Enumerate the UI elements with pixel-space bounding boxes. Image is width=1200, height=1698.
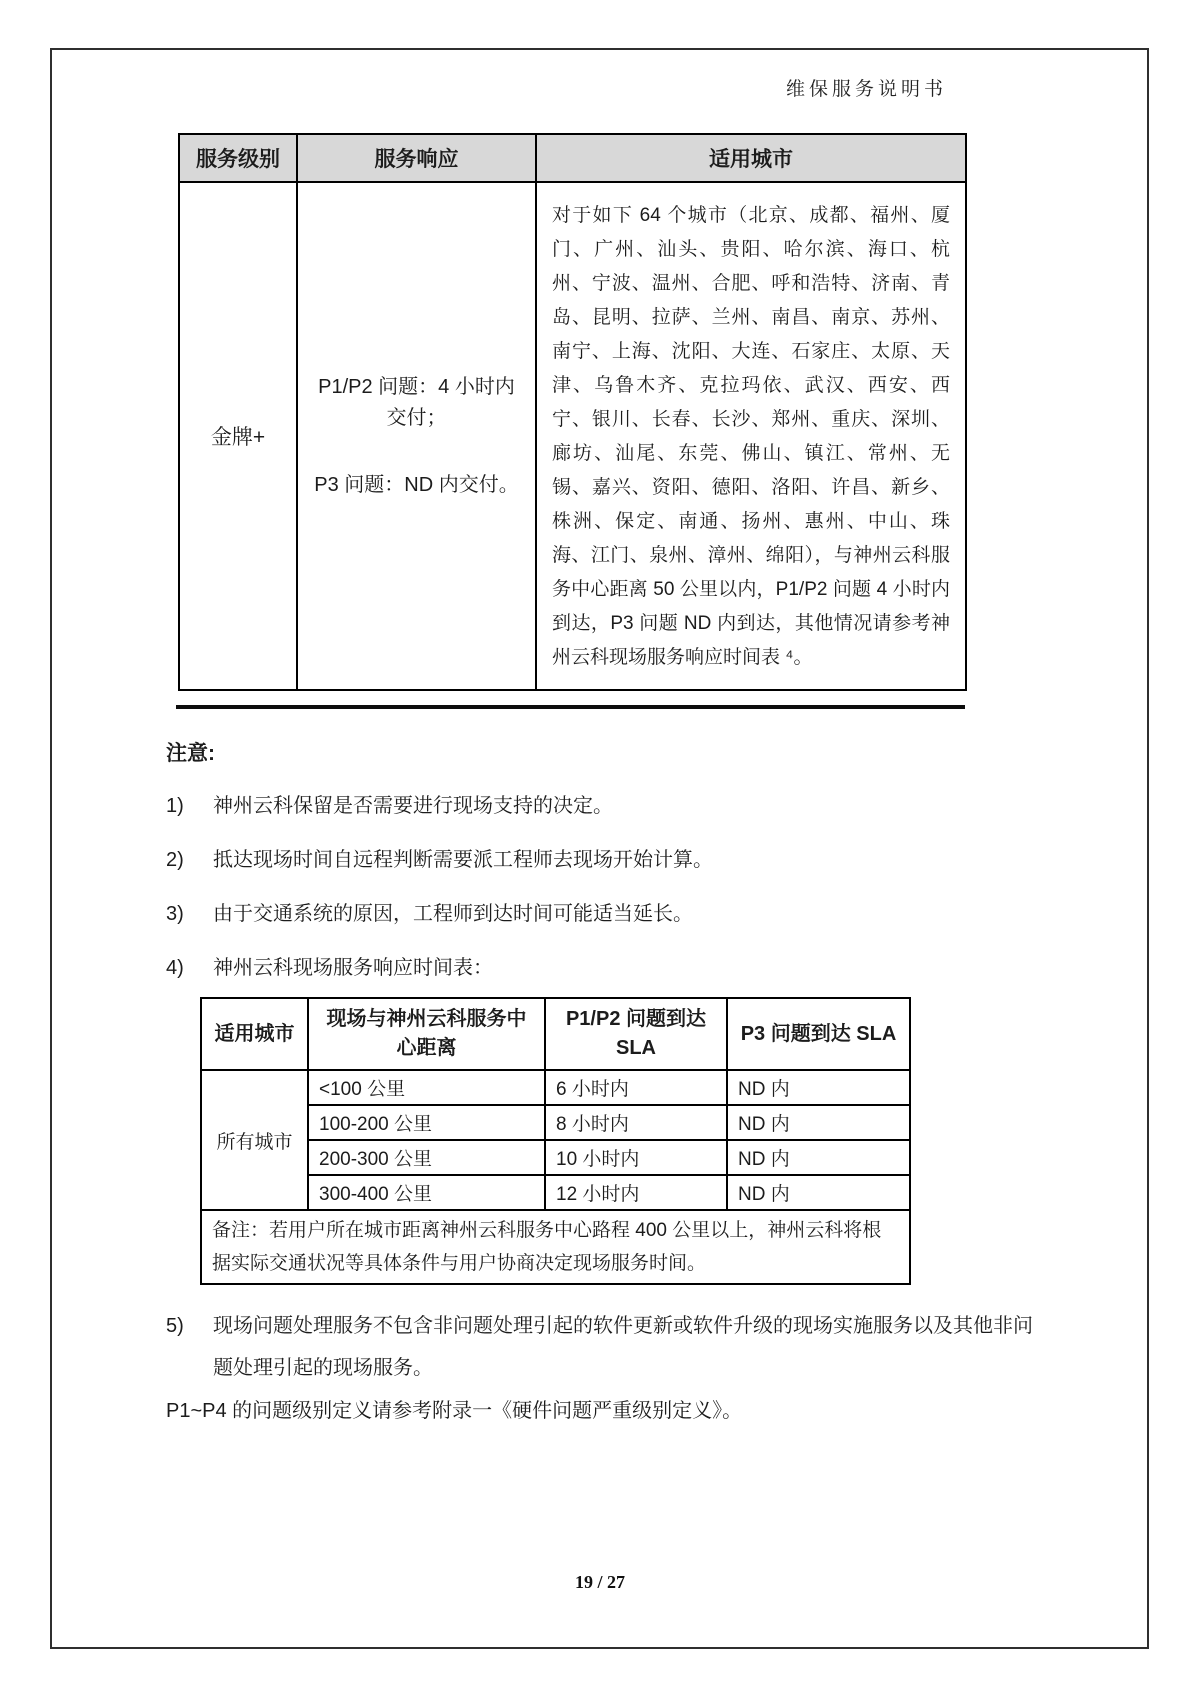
sla-cell-p12: 8 小时内 xyxy=(545,1105,727,1140)
note-item-number: 4) xyxy=(166,957,184,979)
note-item-text: 抵达现场时间自远程判断需要派工程师去现场开始计算。 xyxy=(213,849,713,871)
note-item-number: 2) xyxy=(166,849,184,871)
notes-title: 注意: xyxy=(166,742,215,765)
sla-table-header-row xyxy=(201,998,910,1070)
service-table-row xyxy=(179,182,966,690)
note-item-number: 3) xyxy=(166,903,184,925)
note-item-number: 5) xyxy=(166,1315,184,1337)
sla-remark-row xyxy=(201,1210,910,1284)
sla-cell-distance: 100-200 公里 xyxy=(308,1105,545,1140)
sla-cell-p3: ND 内 xyxy=(727,1105,910,1140)
section-divider-rule xyxy=(176,705,965,709)
cell-applicable-cities xyxy=(536,182,966,690)
cities-paragraph: 对于如下 64 个城市（北京、成都、福州、厦门、广州、汕头、贵阳、哈尔滨、海口、杭州、宁波、温州、合肥、呼和浩特、济南、青岛、昆明、拉萨、兰州、南昌、南京、苏州、南宁、上海、沈阳、大连、石家庄、太原、天津、乌鲁木齐、克拉玛依、武汉、西安、西宁、银川、长春、长沙、郑州、重庆、深圳、廊坊、汕尾、东莞、佛山、镇江、常州、无锡、嘉兴、资阳、德阳、洛阳、许昌、新乡、株洲、保定、南通、扬州、惠州、中山、珠海、江门、泉州、漳州、绵阳），与神州云科服务中心距离 50 公里以内，P1/P2 问题 4 小时内到达，P3 问题 ND 内到达，其他情况请参考神州云科现场服务响应时间表 ⁴。 xyxy=(552,205,950,668)
service-level-table xyxy=(178,133,967,691)
doc-header-title: 维保服务说明书 xyxy=(785,79,947,100)
note-item-2 xyxy=(166,845,1035,875)
note-item-text: 神州云科保留是否需要进行现场支持的决定。 xyxy=(213,795,613,817)
header-cell-applicable-cities: 适用城市 xyxy=(536,134,966,182)
sla-cell-p12: 12 小时内 xyxy=(545,1175,727,1210)
sla-header-distance: 现场与神州云科服务中心距离 xyxy=(308,998,545,1070)
sla-cell-p3: ND 内 xyxy=(727,1140,910,1175)
sla-cell-city-scope: 所有城市 xyxy=(201,1070,308,1210)
sla-row-2 xyxy=(201,1105,910,1140)
sla-remark-text: 备注：若用户所在城市距离神州云科服务中心路程 400 公里以上，神州云科将根据实际交通状况等具体条件与用户协商决定现场服务时间。 xyxy=(201,1210,910,1284)
note-item-text: 现场问题处理服务不包含非问题处理引起的软件更新或软件升级的现场实施服务以及其他非问题处理引起的现场服务。 xyxy=(213,1315,1033,1379)
sla-cell-p3: ND 内 xyxy=(727,1070,910,1105)
sla-cell-p3: ND 内 xyxy=(727,1175,910,1210)
cell-service-level: 金牌+ xyxy=(179,182,297,690)
sla-cell-distance: 200-300 公里 xyxy=(308,1140,545,1175)
sla-row-4 xyxy=(201,1175,910,1210)
response-p3: P3 问题：ND 内交付。 xyxy=(314,473,519,496)
cell-service-response xyxy=(297,182,536,690)
response-p1-p2: P1/P2 问题：4 小时内交付； xyxy=(318,375,515,429)
sla-header-p12-sla: P1/P2 问题到达 SLA xyxy=(545,998,727,1070)
page-number-footer: 19 / 27 xyxy=(574,1572,625,1592)
page-content xyxy=(166,74,1035,1431)
note-item-1 xyxy=(166,791,1035,821)
sla-header-city: 适用城市 xyxy=(201,998,308,1070)
service-table-header-row xyxy=(179,134,966,182)
closing-note: P1~P4 的问题级别定义请参考附录一《硬件问题严重级别定义》。 xyxy=(166,1400,743,1422)
note-item-3 xyxy=(166,899,1035,929)
sla-cell-p12: 6 小时内 xyxy=(545,1070,727,1105)
sla-response-table xyxy=(200,997,911,1285)
note-item-text: 神州云科现场服务响应时间表： xyxy=(213,957,493,979)
sla-cell-distance: 300-400 公里 xyxy=(308,1175,545,1210)
note-item-number: 1) xyxy=(166,795,184,817)
sla-row-1 xyxy=(201,1070,910,1105)
header-cell-service-response: 服务响应 xyxy=(297,134,536,182)
sla-header-p3-sla: P3 问题到达 SLA xyxy=(727,998,910,1070)
note-item-text: 由于交通系统的原因，工程师到达时间可能适当延长。 xyxy=(213,903,693,925)
note-item-5 xyxy=(166,1305,1035,1389)
header-cell-service-level: 服务级别 xyxy=(179,134,297,182)
sla-cell-p12: 10 小时内 xyxy=(545,1140,727,1175)
note-item-4 xyxy=(166,953,1035,983)
sla-cell-distance: <100 公里 xyxy=(308,1070,545,1105)
sla-row-3 xyxy=(201,1140,910,1175)
